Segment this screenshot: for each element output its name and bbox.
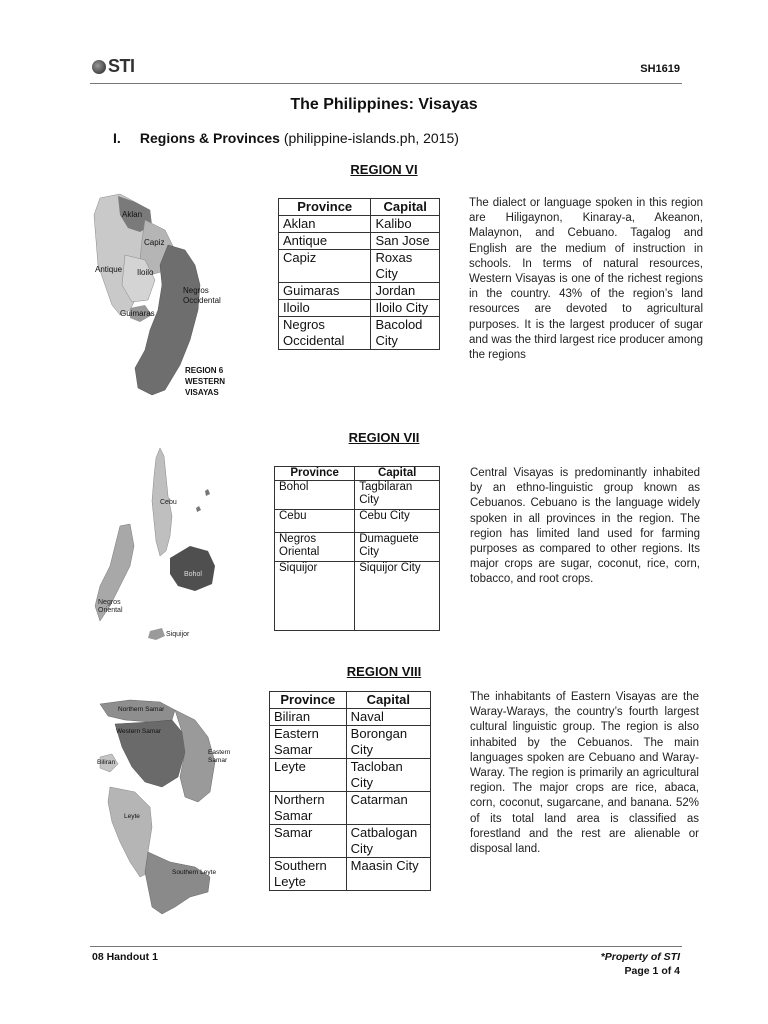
map-label: Guimaras	[120, 309, 155, 318]
capital-cell: Kalibo	[371, 216, 440, 233]
province-cell: Cebu	[275, 510, 355, 533]
map-label: REGION 6	[185, 366, 224, 375]
section-heading	[113, 130, 459, 146]
map-label: Northern Samar	[118, 706, 165, 713]
table-row	[275, 533, 440, 562]
province-cell: Northern Samar	[270, 792, 347, 825]
table-row	[279, 250, 440, 283]
map-label: Negros	[98, 599, 121, 606]
capital-cell: Borongan City	[346, 726, 430, 759]
sti-logo	[92, 56, 135, 77]
capital-cell: Bacolod City	[371, 317, 440, 350]
province-cell: Iloilo	[279, 300, 371, 317]
map-label: Bohol	[184, 571, 202, 578]
column-header-capital: Capital	[346, 692, 430, 709]
region-viii-heading: REGION VIII	[346, 664, 422, 679]
region-viii-table	[269, 691, 431, 891]
footer-property-note: *Property of STI	[600, 951, 680, 963]
footer-page-number: Page 1 of 4	[624, 965, 680, 977]
section-citation: (philippine-islands.ph, 2015)	[283, 130, 459, 146]
region-vi-map	[90, 190, 240, 400]
province-cell: Aklan	[279, 216, 371, 233]
table-row	[270, 759, 431, 792]
region-viii-description: The inhabitants of Eastern Visayas are the Waray-Warays, the country’s fourth largest cultural linguistic group. The region is also inhabited by the Cebuanos. The main languages spoken are Cebuano and Waray-Waray. The region is primarily an agricultural region. The major crops are rice, abaca, corn, coconut, sugarcane, and banana. 52% of its total land area is classified as forestland and the rest are alienable or disposal land.	[470, 691, 699, 856]
capital-cell: Maasin City	[346, 858, 430, 891]
province-cell: Guimaras	[279, 283, 371, 300]
region-vi-heading: REGION VI	[350, 162, 418, 177]
region-vi-table	[278, 198, 440, 350]
table-row	[270, 825, 431, 858]
capital-cell: Roxas City	[371, 250, 440, 283]
capital-cell: Catbalogan City	[346, 825, 430, 858]
region-vii-description: Central Visayas is predominantly inhabited by an ethno-linguistic group known as Cebuanos. Cebuano is the language widely spoken in all provinces in the region. The region has limited land used for farming purposes as compared to other regions. Its major crops are sugar, coconut, rice, corn, tobacco, and root crops.	[470, 467, 700, 586]
capital-cell: San Jose	[371, 233, 440, 250]
table-row	[270, 792, 431, 825]
capital-cell: Tacloban City	[346, 759, 430, 792]
footer-handout-label: 08 Handout 1	[92, 951, 158, 963]
capital-cell: Iloilo City	[371, 300, 440, 317]
map-label: Samar	[208, 757, 228, 764]
province-cell: Leyte	[270, 759, 347, 792]
table-row	[279, 233, 440, 250]
map-label: Negros	[183, 286, 209, 295]
table-row	[275, 562, 440, 631]
province-cell: Bohol	[275, 481, 355, 510]
sti-globe-icon	[92, 60, 106, 74]
column-header-province: Province	[279, 199, 371, 216]
province-cell: Antique	[279, 233, 371, 250]
region-vii-heading: REGION VII	[348, 430, 420, 445]
table-header-row	[270, 692, 431, 709]
map-label: Western Samar	[116, 728, 162, 735]
page-title: The Philippines: Visayas	[290, 96, 478, 113]
table-row	[279, 216, 440, 233]
map-label: Capiz	[144, 238, 165, 247]
table-row	[270, 709, 431, 726]
section-number: I.	[113, 130, 121, 146]
table-row	[279, 317, 440, 350]
province-cell: Negros Oriental	[275, 533, 355, 562]
column-header-province: Province	[275, 467, 355, 481]
map-label: Leyte	[124, 813, 140, 820]
table-row	[279, 300, 440, 317]
header-divider	[90, 83, 682, 84]
capital-cell: Tagbilaran City	[355, 481, 440, 510]
table-row	[270, 726, 431, 759]
map-label: Cebu	[160, 499, 177, 506]
region-vii-map	[90, 446, 230, 646]
region-vii-table	[274, 466, 440, 631]
map-label: VISAYAS	[185, 388, 219, 397]
capital-cell: Siquijor City	[355, 562, 440, 631]
map-label: Siquijor	[166, 631, 190, 638]
section-title: Regions & Provinces	[139, 130, 280, 146]
map-label: Occidental	[183, 296, 221, 305]
province-cell: Samar	[270, 825, 347, 858]
province-cell: Siquijor	[275, 562, 355, 631]
region-vi-description: The dialect or language spoken in this region are Hiligaynon, Kinaray-a, Akeanon, Malaynon, and Cebuano. Tagalog and English are the medium of instruction in schools. In terms of natural resources, Western Visayas is one of the richest regions in the country. 43% of the region’s land resources are devoted to agricultural purposes. It is the largest producer of sugar and was the third largest rice producer among the regions	[469, 197, 703, 362]
table-row	[275, 510, 440, 533]
map-label: Southern Leyte	[172, 869, 217, 876]
table-header-row	[279, 199, 440, 216]
table-row	[279, 283, 440, 300]
capital-cell: Catarman	[346, 792, 430, 825]
map-label: Aklan	[122, 210, 143, 219]
table-row	[275, 481, 440, 510]
map-label: Oriental	[98, 607, 123, 614]
capital-cell: Cebu City	[355, 510, 440, 533]
table-row	[270, 858, 431, 891]
column-header-capital: Capital	[355, 467, 440, 481]
logo-text: STI	[108, 56, 135, 76]
map-label: Iloilo	[137, 268, 154, 277]
capital-cell: Dumaguete City	[355, 533, 440, 562]
province-cell: Capiz	[279, 250, 371, 283]
document-code: SH1619	[640, 63, 680, 75]
province-cell: Eastern Samar	[270, 726, 347, 759]
map-label: Antique	[95, 265, 123, 274]
column-header-province: Province	[270, 692, 347, 709]
column-header-capital: Capital	[371, 199, 440, 216]
capital-cell: Jordan	[371, 283, 440, 300]
province-cell: Negros Occidental	[279, 317, 371, 350]
footer-divider	[90, 946, 682, 947]
capital-cell: Naval	[346, 709, 430, 726]
region-viii-map	[90, 692, 255, 922]
province-cell: Biliran	[270, 709, 347, 726]
map-label: Eastern	[208, 749, 231, 756]
table-header-row	[275, 467, 440, 481]
map-label: Biliran	[97, 759, 116, 766]
province-cell: Southern Leyte	[270, 858, 347, 891]
map-label: WESTERN	[185, 377, 225, 386]
